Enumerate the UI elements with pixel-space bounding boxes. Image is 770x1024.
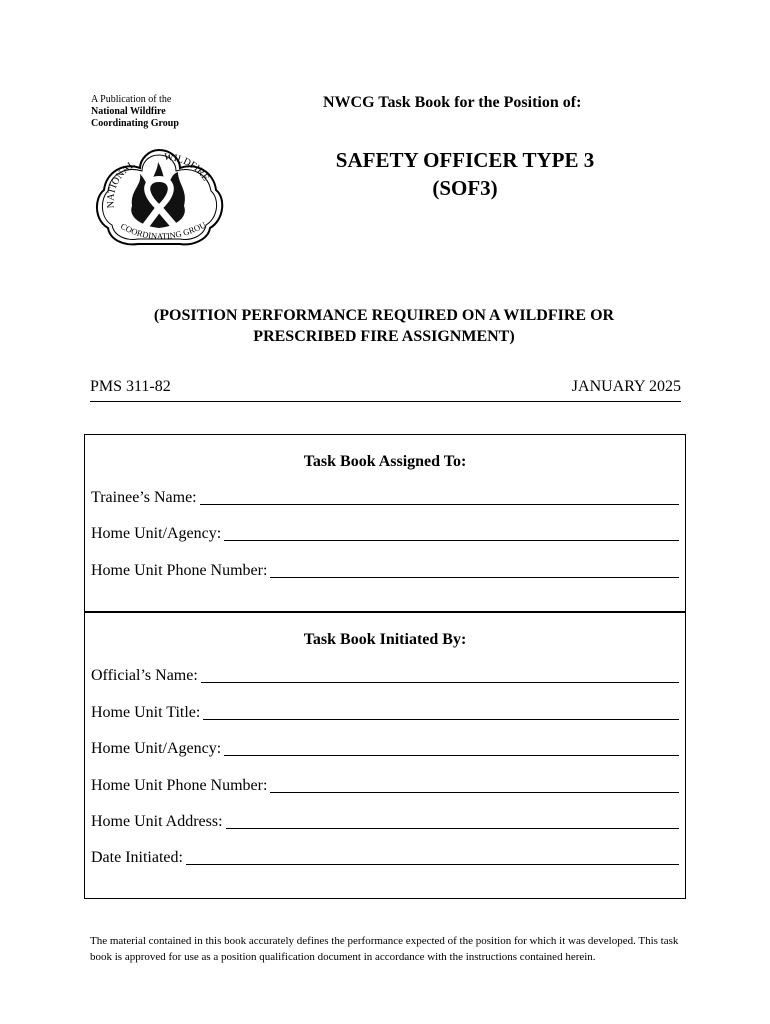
position-code: (SOF3) <box>432 176 498 200</box>
position-title: SAFETY OFFICER TYPE 3 <box>335 148 595 172</box>
field-label: Home Unit Phone Number: <box>91 777 268 794</box>
field-label: Date Initiated: <box>91 849 183 866</box>
section-divider <box>85 611 685 613</box>
field-label: Home Unit Phone Number: <box>91 562 268 579</box>
publisher-block <box>91 94 179 130</box>
blank-line[interactable] <box>224 741 679 756</box>
seal-text-left: NATIONAL <box>105 158 138 209</box>
assignment-form <box>84 434 686 899</box>
nwcg-seal-icon <box>92 146 226 248</box>
publisher-line-3: Coordinating Group <box>91 118 179 129</box>
blank-line[interactable] <box>203 705 679 720</box>
field-label: Home Unit/Agency: <box>91 525 222 542</box>
field-label: Official’s Name: <box>91 667 198 684</box>
field-label: Home Unit Title: <box>91 704 201 721</box>
home-unit-address-field[interactable] <box>91 813 679 831</box>
blank-line[interactable] <box>226 814 679 829</box>
performance-line-2: PRESCRIBED FIRE ASSIGNMENT) <box>253 328 515 345</box>
blank-line[interactable] <box>270 563 679 578</box>
trainee-name-field[interactable] <box>91 489 679 507</box>
blank-line[interactable] <box>200 490 679 505</box>
field-label: Trainee’s Name: <box>91 489 197 506</box>
initiated-home-unit-phone-field[interactable] <box>91 777 679 795</box>
position-title-block <box>300 146 630 202</box>
seal-text-right: WILDFIRE <box>163 151 212 184</box>
blank-line[interactable] <box>186 850 679 865</box>
blank-line[interactable] <box>224 526 679 541</box>
publication-date: JANUARY 2025 <box>571 378 681 395</box>
initiated-heading: Task Book Initiated By: <box>303 631 467 648</box>
date-initiated-field[interactable] <box>91 849 679 867</box>
performance-line-1: (POSITION PERFORMANCE REQUIRED ON A WILDFIRE OR <box>153 307 615 324</box>
field-label: Home Unit/Agency: <box>91 740 222 757</box>
assigned-home-unit-phone-field[interactable] <box>91 562 679 580</box>
field-label: Home Unit Address: <box>91 813 223 830</box>
assigned-home-unit-agency-field[interactable] <box>91 525 679 543</box>
taskbook-label: NWCG Task Book for the Position of: <box>323 94 582 111</box>
assigned-heading: Task Book Assigned To: <box>303 453 467 470</box>
seal-text-bottom: COORDINATING GROU <box>119 219 208 242</box>
home-unit-title-field[interactable] <box>91 704 679 722</box>
header-rule <box>90 401 681 402</box>
svg-text:WILDFIRE <box>164 152 211 183</box>
publisher-line-2: National Wildfire <box>91 106 166 117</box>
publisher-line-1: A Publication of the <box>91 94 172 105</box>
footer-disclaimer: The material contained in this book accurately defines the performance expected of the position for which it was developed. This task book is approved for use as a position qualification document in accordance with the instructions contained herein. <box>90 935 679 963</box>
performance-requirement <box>84 305 684 347</box>
official-name-field[interactable] <box>91 667 679 685</box>
blank-line[interactable] <box>270 778 679 793</box>
pms-number: PMS 311-82 <box>90 378 171 395</box>
blank-line[interactable] <box>201 668 679 683</box>
initiated-home-unit-agency-field[interactable] <box>91 740 679 758</box>
